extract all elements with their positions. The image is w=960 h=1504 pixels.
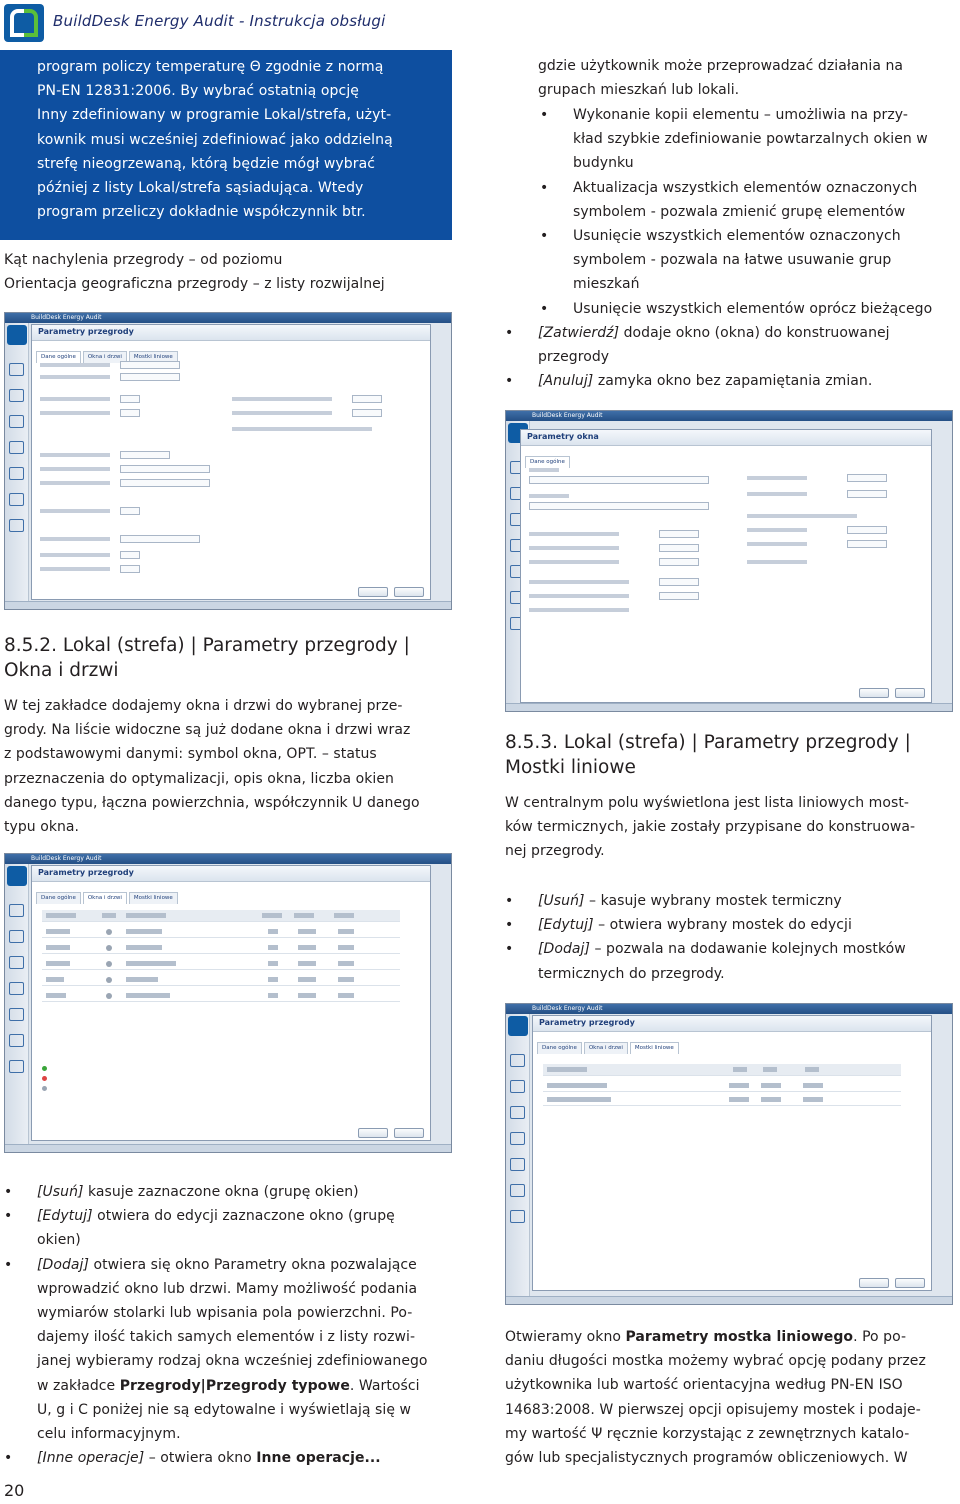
builddesk-logo-icon xyxy=(4,4,44,42)
section-852-body xyxy=(4,694,454,839)
bullet-text: zamyka okno bez zapamiętania zmian. xyxy=(593,373,873,390)
info-line: kownik musi wcześniej zdefiniować jako oddzielną xyxy=(37,131,393,148)
bullet-text: symbolem - pozwala na łatwe usuwanie grup xyxy=(573,252,892,269)
bullet-text: symbolem - pozwala zmienić grupę elementów xyxy=(573,203,906,220)
zatwierdz-button[interactable] xyxy=(394,587,424,597)
text-line: danego typu, łączna powierzchnia, współczynnik U danego xyxy=(4,794,420,811)
bullet-edytuj xyxy=(37,1204,457,1252)
anuluj-button[interactable] xyxy=(358,1128,388,1138)
bullet-text: Usunięcie wszystkich elementów oznaczonych xyxy=(573,228,901,245)
bullet-text: Wykonanie kopii elementu – umożliwia na przy- xyxy=(573,107,908,123)
text-line: grupach mieszkań lub lokali. xyxy=(538,82,740,99)
text-line: 14683:2008. W pierwszej opcji opisujemy mostek i podaje- xyxy=(505,1401,921,1418)
app-title: BuildDesk Energy Audit xyxy=(532,1005,603,1012)
tab-dane-ogolne[interactable]: Dane ogólne xyxy=(525,456,570,468)
text-line: typu okna. xyxy=(4,819,80,836)
bullet-usun-mostek xyxy=(538,889,958,913)
bold-ref: Inne operacje... xyxy=(256,1450,381,1467)
section-852-heading xyxy=(4,634,454,683)
cmd-dodaj: [Dodaj] xyxy=(37,1256,89,1273)
bold-ref: Parametry mostka liniowego xyxy=(625,1329,854,1345)
bullet-text: – otwiera wybrany mostek do edycji xyxy=(593,917,852,934)
text-line: ków termicznych, jakie zostały przypisane do konstruowa- xyxy=(505,819,916,836)
text-span: . Po po- xyxy=(853,1329,907,1345)
bullet-text: Aktualizacja wszystkich elementów oznaczonych xyxy=(573,179,918,196)
text-line: użytkownika lub wartość orientacyjna według PN-EN ISO xyxy=(505,1377,903,1394)
dialog-title: Parametry przegrody xyxy=(539,1018,635,1027)
bullet-inne-operacje xyxy=(37,1446,457,1470)
bullet-text: celu informacyjnym. xyxy=(37,1426,181,1443)
right-bottom-text xyxy=(505,1325,957,1470)
text-line: gów lub specjalistycznych programów obliczeniowych. W xyxy=(505,1450,908,1467)
screenshot-parametry-okna xyxy=(505,410,953,712)
info-line: Inny zdefiniowany w programie Lokal/strefa, użyt- xyxy=(37,107,392,124)
bullet-text: termicznych do przegrody. xyxy=(538,965,725,982)
bullet-edytuj-mostek xyxy=(538,913,958,937)
anuluj-button[interactable] xyxy=(859,1278,889,1288)
inner-bullet xyxy=(573,103,959,176)
tab-dane-ogolne[interactable]: Dane ogólne xyxy=(537,1042,582,1054)
bullet-anuluj xyxy=(538,369,958,393)
bullet-text: . Wartości xyxy=(349,1377,420,1394)
section-853-body xyxy=(505,791,955,864)
page-header xyxy=(0,0,960,46)
bullet-zatwierdz xyxy=(538,321,958,369)
inner-bullet xyxy=(573,176,959,224)
cmd-anuluj: [Anuluj] xyxy=(538,373,594,390)
bullet-usun xyxy=(37,1180,457,1204)
bullet-text: U, g i C poniżej nie są edytowalne i wyświetlają się w xyxy=(37,1401,412,1418)
bullet-text: wprowadzić okno lub drzwi. Mamy możliwość podania xyxy=(37,1280,418,1297)
right-outer-bullets xyxy=(538,321,958,394)
tab-okna-i-drzwi[interactable]: Okna i drzwi xyxy=(83,892,127,904)
text-line: Kąt nachylenia przegrody – od poziomu xyxy=(4,252,283,268)
inner-bullet xyxy=(573,297,959,321)
app-title: BuildDesk Energy Audit xyxy=(31,855,102,862)
heading-line: Mostki liniowe xyxy=(505,756,636,778)
tab-okna-i-drzwi[interactable]: Okna i drzwi xyxy=(83,351,127,363)
text-line: gdzie użytkownik może przeprowadzać działania na xyxy=(538,58,904,74)
anuluj-button[interactable] xyxy=(859,688,889,698)
bullet-text: – kasuje wybrany mostek termiczny xyxy=(584,893,842,909)
cmd-inne-operacje: [Inne operacje] xyxy=(37,1450,145,1467)
screenshot-okna-i-drzwi xyxy=(4,853,452,1153)
section-853-bullets xyxy=(538,889,958,986)
inner-bullet xyxy=(573,224,959,297)
cmd-zatwierdz: [Zatwierdź] xyxy=(538,325,620,341)
bullet-text: kład szybkie zdefiniowanie powtarzalnych okien w xyxy=(573,131,928,148)
bullet-text: przegrody xyxy=(538,349,610,366)
bullet-text: dajemy ilość takich samych elementów i z listy rozwi- xyxy=(37,1329,416,1346)
cmd-edytuj: [Edytuj] xyxy=(37,1208,93,1225)
bullet-text: mieszkań xyxy=(573,276,640,293)
heading-line: Okna i drzwi xyxy=(4,659,119,681)
zatwierdz-button[interactable] xyxy=(895,688,925,698)
text-line: my wartość Ψ ręcznie korzystając z zewnętrznych katalo- xyxy=(505,1425,910,1442)
tab-okna-i-drzwi[interactable]: Okna i drzwi xyxy=(584,1042,628,1054)
bullet-text: otwiera się okno Parametry okna pozwalające xyxy=(88,1256,417,1273)
left-bullets xyxy=(37,1180,457,1470)
text-line: daniu długości mostka możemy wybrać opcję podany przez xyxy=(505,1353,926,1370)
tab-mostki-liniowe[interactable]: Mostki liniowe xyxy=(129,351,178,363)
zatwierdz-button[interactable] xyxy=(895,1278,925,1288)
bullet-text: dodaje okno (okna) do konstruowanej xyxy=(619,325,890,341)
screenshot-parametry-przegrody xyxy=(4,312,452,610)
app-title: BuildDesk Energy Audit xyxy=(31,314,102,321)
left-top-text xyxy=(4,248,444,296)
info-line: program przeliczy dokładnie współczynnik btr. xyxy=(37,204,366,221)
info-line: później z listy Lokal/strefa sąsiadująca. Wtedy xyxy=(37,180,364,197)
text-line: W centralnym polu wyświetlona jest lista liniowych most- xyxy=(505,795,909,811)
heading-line: 8.5.2. Lokal (strefa) | Parametry przegrody | xyxy=(4,635,410,656)
dialog-title: Parametry przegrody xyxy=(38,327,134,336)
tab-mostki-liniowe[interactable]: Mostki liniowe xyxy=(630,1042,679,1054)
bullet-text: – pozwala na dodawanie kolejnych mostków xyxy=(589,941,906,958)
bullet-text: okien) xyxy=(37,1232,81,1249)
screenshot-mostki-liniowe xyxy=(505,1003,953,1305)
bold-ref: Przegrody|Przegrody typowe xyxy=(119,1377,350,1394)
cmd-usun: [Usuń] xyxy=(37,1184,84,1200)
tab-mostki-liniowe[interactable]: Mostki liniowe xyxy=(129,892,178,904)
info-box xyxy=(0,50,452,240)
bullet-text: wymiarów stolarki lub wpisania pola powierzchni. Po- xyxy=(37,1305,413,1322)
heading-line: 8.5.3. Lokal (strefa) | Parametry przegrody | xyxy=(505,732,911,753)
bullet-text: kasuje zaznaczone okna (grupę okien) xyxy=(83,1184,359,1200)
dialog-title: Parametry okna xyxy=(527,432,599,441)
text-span: Otwieramy okno xyxy=(505,1329,626,1345)
text-line: przeznaczenia do optymalizacji, opis okna, liczba okien xyxy=(4,770,394,787)
right-top-text xyxy=(538,54,958,102)
text-line: Orientacja geograficzna przegrody – z listy rozwijalnej xyxy=(4,276,385,293)
bullet-text: – otwiera okno xyxy=(144,1450,257,1467)
cmd-usun: [Usuń] xyxy=(538,893,585,909)
text-line: W tej zakładce dodajemy okna i drzwi do wybranej prze- xyxy=(4,698,403,714)
bullet-text: Usunięcie wszystkich elementów oprócz bieżącego xyxy=(573,300,933,317)
text-line xyxy=(505,1325,957,1349)
cmd-edytuj: [Edytuj] xyxy=(538,917,594,934)
header-title: BuildDesk Energy Audit - Instrukcja obsługi xyxy=(53,12,386,30)
text-line: nej przegrody. xyxy=(505,843,605,860)
section-853-heading xyxy=(505,731,955,780)
bullet-dodaj-mostek xyxy=(538,937,958,985)
cmd-dodaj: [Dodaj] xyxy=(538,941,590,958)
info-line: program policzy temperaturę Θ zgodnie z normą xyxy=(37,59,384,75)
tab-dane-ogolne[interactable]: Dane ogólne xyxy=(36,892,81,904)
text-line: grody. Na liście widoczne są już dodane okna i drzwi wraz xyxy=(4,722,411,739)
info-line: PN-EN 12831:2006. By wybrać ostatnią opcję xyxy=(37,83,360,100)
text-line: z podstawowymi danymi: symbol okna, OPT. – status xyxy=(4,746,377,763)
bullet-text: janej wybieramy rodzaj okna wcześniej zdefiniowanego xyxy=(37,1353,428,1370)
app-title: BuildDesk Energy Audit xyxy=(532,412,603,419)
bullet-text: otwiera do edycji zaznaczone okno (grupę xyxy=(92,1208,395,1225)
page-number: 20 xyxy=(4,1481,25,1500)
right-inner-bullets xyxy=(573,103,959,321)
bullet-text: budynku xyxy=(573,155,634,172)
tab-dane-ogolne[interactable]: Dane ogólne xyxy=(36,351,81,363)
bullet-dodaj xyxy=(37,1253,457,1447)
anuluj-button[interactable] xyxy=(358,587,388,597)
dialog-title: Parametry przegrody xyxy=(38,868,134,877)
zatwierdz-button[interactable] xyxy=(394,1128,424,1138)
bullet-text: w zakładce xyxy=(37,1377,120,1394)
info-line: strefę nieogrzewaną, którą będzie mógł wybrać xyxy=(37,155,376,172)
